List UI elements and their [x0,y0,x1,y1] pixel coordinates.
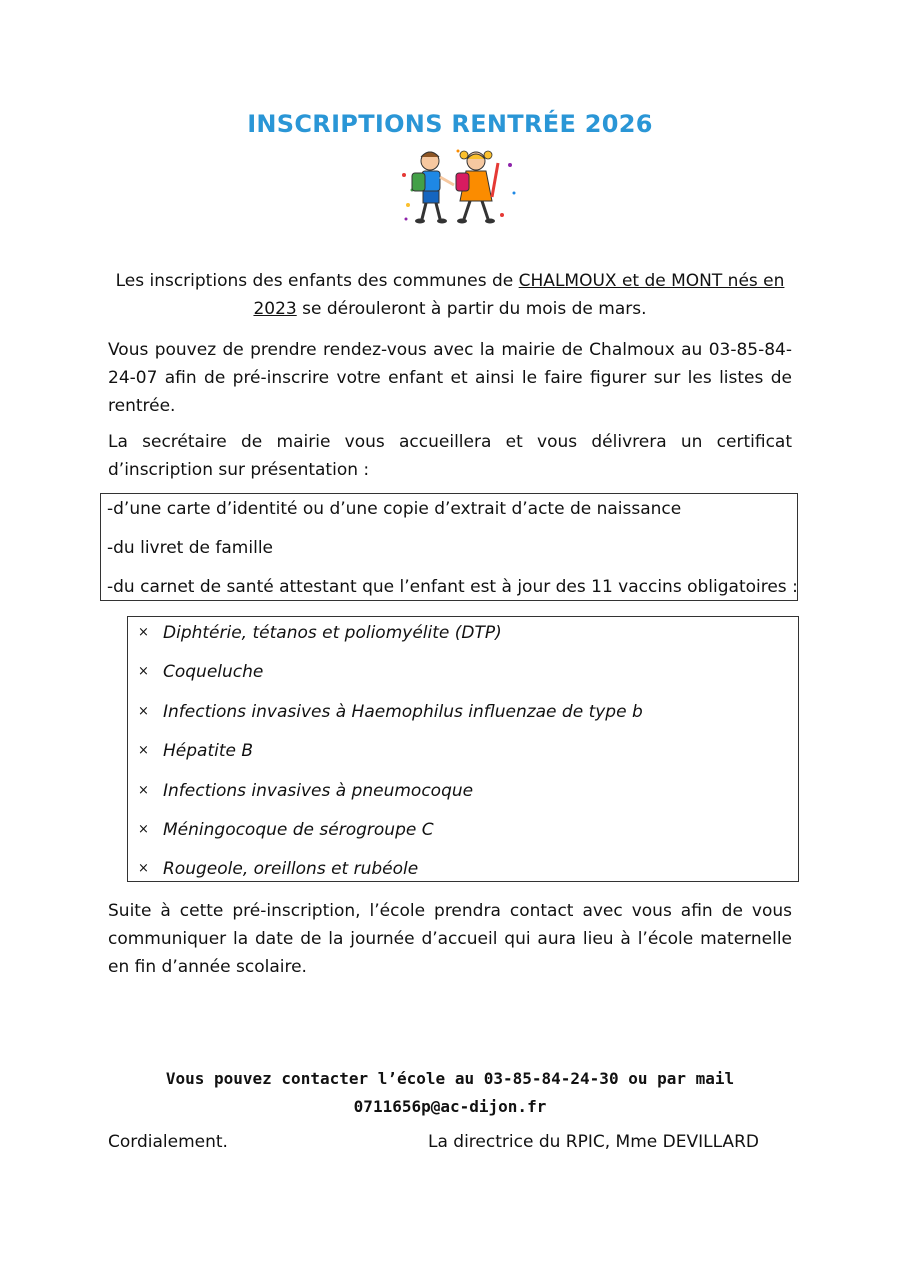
document-item: -du livret de famille [107,538,273,558]
vaccine-item [128,658,788,686]
vaccine-item [128,855,788,883]
intro-year: 2023 [253,299,297,319]
cross-bullet-icon: × [138,861,149,876]
vaccines-box [127,616,799,882]
closing-text: Cordialement. [108,1132,228,1152]
vaccine-item [128,698,788,726]
page-title: INSCRIPTIONS RENTRÉE 2026 [247,110,653,138]
contact-phone-line: Vous pouvez contacter l’école au 03-85-84-24-30 ou par mail [165,1069,735,1088]
vaccine-label: Hépatite B [163,741,254,761]
vaccine-label: Diphtérie, tétanos et poliomyélite (DTP) [163,623,502,643]
vaccine-label: Infections invasives à pneumocoque [163,781,474,801]
vaccine-label: Méningocoque de sérogroupe C [163,820,434,840]
vaccine-item [128,777,788,805]
cross-bullet-icon: × [138,822,149,837]
vaccine-item [128,816,788,844]
cross-bullet-icon: × [138,664,149,679]
vaccine-item [128,737,788,765]
vaccine-label: Rougeole, oreillons et rubéole [163,859,419,879]
intro-text-start: Les inscriptions des enfants des communes de [115,271,519,291]
intro-communes: CHALMOUX et de MONT nés en [518,271,785,291]
vaccine-item [128,619,788,647]
signature-text: La directrice du RPIC, Mme DEVILLARD [428,1132,759,1152]
secretary-paragraph: La secrétaire de mairie vous accueillera et vous délivrera un certificat d’inscription sur présentation : [108,432,792,480]
document-item: -du carnet de santé attestant que l’enfant est à jour des 11 vaccins obligatoires : [107,577,798,597]
intro-paragraph [108,267,792,323]
followup-paragraph: Suite à cette pré-inscription, l’école prendra contact avec vous afin de vous communiquer la date de la journée d’accueil qui aura lieu à l’école maternelle en fin d’année scolaire. [108,901,792,977]
vaccine-label: Infections invasives à Haemophilus influenzae de type b [163,702,643,722]
cross-bullet-icon: × [138,625,149,640]
appointment-paragraph: Vous pouvez de prendre rendez-vous avec la mairie de Chalmoux au 03-85-84-24-07 afin de pré-inscrire votre enfant et ainsi le faire figurer sur les listes de rentrée. [108,340,792,416]
children-illustration [398,145,518,227]
vaccine-label: Coqueluche [163,662,264,682]
contact-email[interactable]: 0711656p@ac-dijon.fr [353,1097,547,1116]
cross-bullet-icon: × [138,743,149,758]
intro-text-end: se dérouleront à partir du mois de mars. [296,299,647,319]
cross-bullet-icon: × [138,783,149,798]
documents-box [100,493,798,601]
cross-bullet-icon: × [138,704,149,719]
document-item: -d’une carte d’identité ou d’une copie d’extrait d’acte de naissance [107,499,682,519]
